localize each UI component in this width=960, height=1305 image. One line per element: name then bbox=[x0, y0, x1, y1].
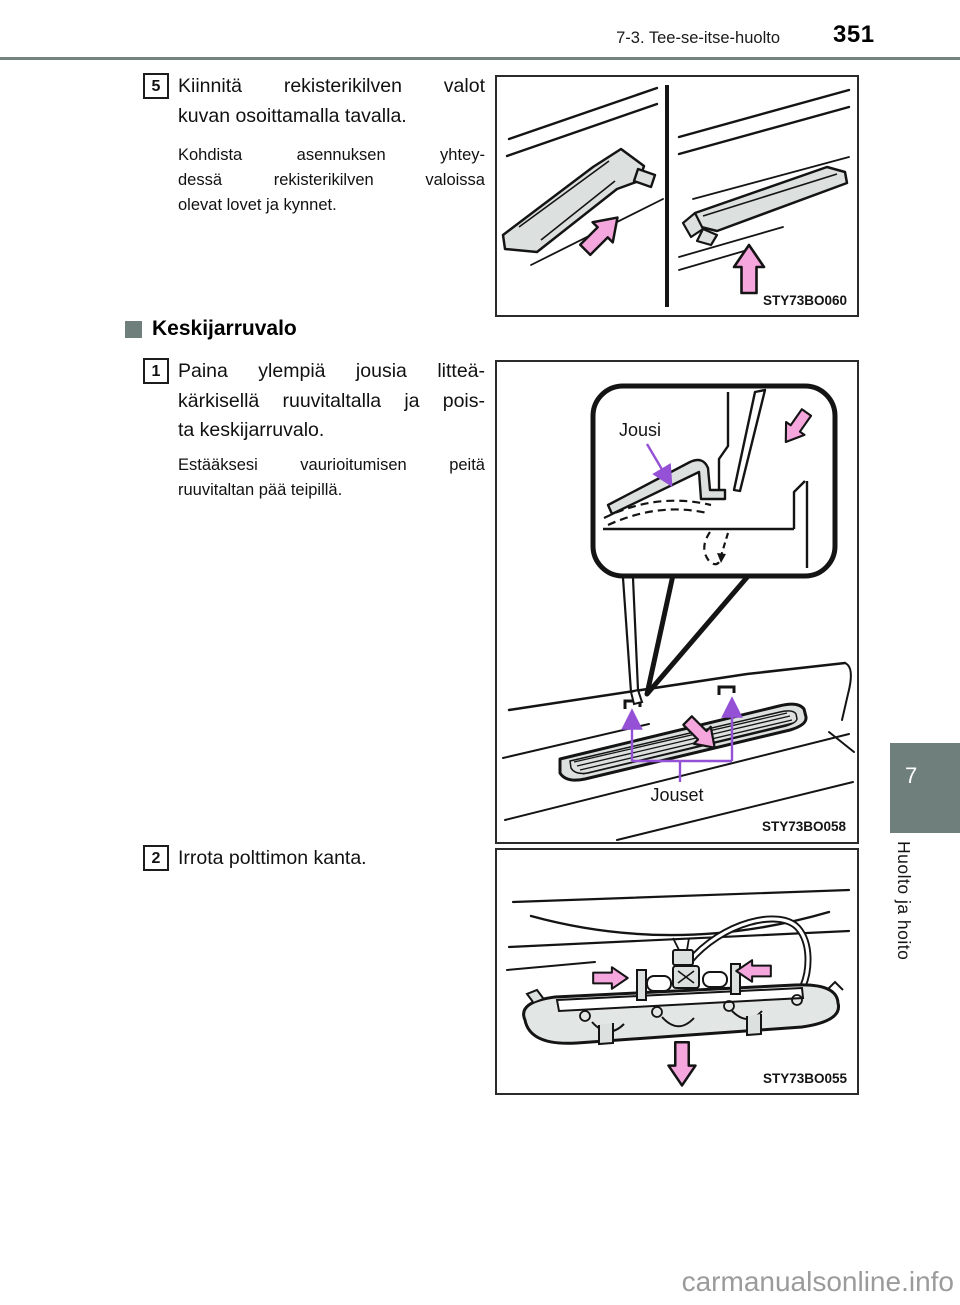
figure2-code: STY73BO058 bbox=[761, 819, 846, 834]
light-assembly-drawing bbox=[524, 964, 843, 1044]
section-bullet-square-icon bbox=[125, 321, 142, 338]
section-heading bbox=[125, 317, 297, 341]
pink-arrow-left-icon bbox=[736, 960, 771, 982]
step-number-5: 5 bbox=[143, 73, 169, 99]
figure1-code: STY73BO060 bbox=[762, 293, 847, 308]
springs-label: Jouset bbox=[650, 785, 704, 805]
screwdriver-drawing bbox=[623, 578, 642, 704]
step1-note: Estääksesi vaurioitumisen peitä ruuvitaltan pää teipillä. bbox=[178, 456, 485, 499]
chapter-tab: 7 bbox=[890, 743, 960, 833]
figure-center-stop-light-springs bbox=[495, 360, 859, 844]
step-number-2: 2 bbox=[143, 845, 169, 871]
figure-license-plate-light bbox=[495, 75, 859, 317]
watermark: carmanualsonline.info bbox=[681, 1266, 954, 1297]
spring-label: Jousi bbox=[619, 420, 662, 440]
step5-note: Kohdista asennuksen yhtey- dessä rekisterikilven valoissa olevat lovet ja kynnet. bbox=[178, 146, 485, 214]
chapter-title-vertical: Huolto ja hoito bbox=[894, 841, 914, 961]
plate-light-left-drawing bbox=[503, 149, 655, 252]
figure3-code: STY73BO055 bbox=[762, 1071, 847, 1086]
figure-bulb-base-removal bbox=[495, 848, 859, 1095]
pink-arrow-down-icon bbox=[669, 1042, 696, 1085]
pink-arrow-right-icon bbox=[593, 967, 628, 989]
section-title: Keskijarruvalo bbox=[152, 317, 297, 340]
step1-text: Paina ylempiä jousia litteä- kärkisellä ruuvitaltalla ja pois- ta keskijarruvalo. bbox=[178, 360, 485, 441]
header-divider bbox=[0, 57, 960, 60]
step5-text: Kiinnitä rekisterikilven valot kuvan osoittamalla tavalla. bbox=[178, 75, 485, 127]
step2-text: Irrota polttimon kanta. bbox=[178, 847, 367, 869]
step-number-1: 1 bbox=[143, 358, 169, 384]
stop-light-bezel-drawing bbox=[560, 687, 806, 780]
header-section-title: 7-3. Tee-se-itse-huolto bbox=[616, 29, 780, 47]
page-number: 351 bbox=[833, 21, 875, 48]
